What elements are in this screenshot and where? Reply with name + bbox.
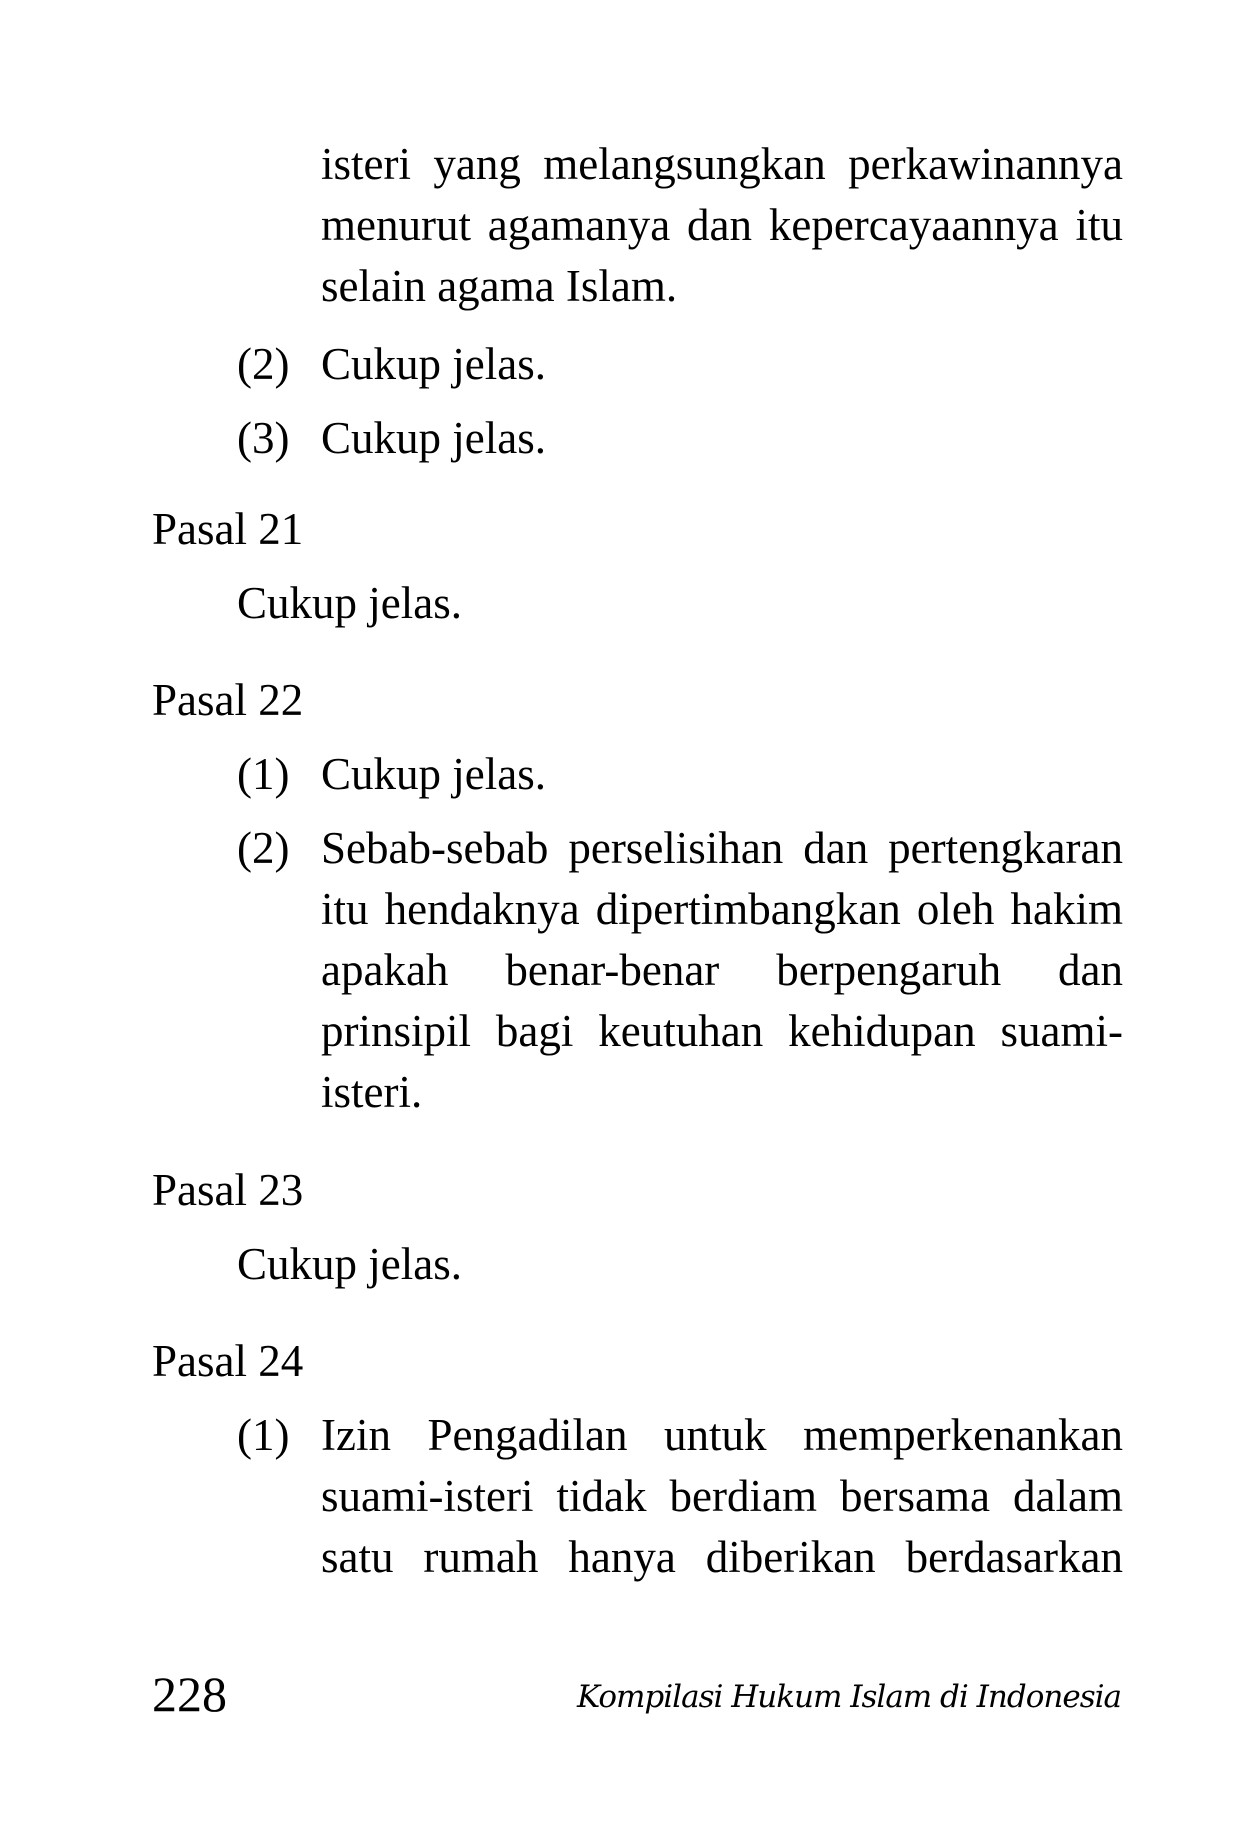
pasal-23-heading: Pasal 23 [152, 1165, 304, 1215]
pasal-22-item-2-line-2: itu hendaknya dipertimbangkan oleh hakim [321, 884, 1123, 934]
pasal-24-item-1-line-1: Izin Pengadilan untuk memperkenankan [321, 1410, 1123, 1460]
pasal-23-text: Cukup jelas. [237, 1239, 462, 1289]
pasal-21-text: Cukup jelas. [237, 578, 462, 628]
intro-item-3-number: (3) [237, 413, 290, 463]
intro-item-2-text: Cukup jelas. [321, 339, 546, 389]
pasal-22-heading: Pasal 22 [152, 675, 304, 725]
page-number: 228 [152, 1666, 227, 1722]
pasal-22-item-2-line-3: apakah benar-benar berpengaruh dan [321, 945, 1123, 995]
pasal-24-item-1-line-2: suami-isteri tidak berdiam bersama dalam [321, 1471, 1123, 1521]
pasal-21-heading: Pasal 21 [152, 504, 304, 554]
pasal-22-item-2-number: (2) [237, 823, 290, 873]
intro-item-3-text: Cukup jelas. [321, 413, 546, 463]
pasal-24-item-1-number: (1) [237, 1410, 290, 1460]
pasal-24-item-1-line-3: satu rumah hanya diberikan berdasarkan [321, 1532, 1123, 1582]
book-title: Kompilasi Hukum Islam di Indonesia [577, 1679, 1121, 1715]
intro-item-2-number: (2) [237, 339, 290, 389]
intro-line-3: selain agama Islam. [321, 261, 678, 311]
pasal-22-item-2-line-1: Sebab-sebab perselisihan dan pertengkaran [321, 823, 1123, 873]
intro-line-2: menurut agamanya dan kepercayaannya itu [321, 200, 1123, 250]
pasal-22-item-1-number: (1) [237, 749, 290, 799]
pasal-22-item-1-text: Cukup jelas. [321, 749, 546, 799]
pasal-22-item-2-line-5: isteri. [321, 1067, 423, 1117]
pasal-24-heading: Pasal 24 [152, 1336, 304, 1386]
pasal-22-item-2-line-4: prinsipil bagi keutuhan kehidupan suami- [321, 1006, 1123, 1056]
intro-line-1: isteri yang melangsungkan perkawinannya [321, 139, 1123, 189]
